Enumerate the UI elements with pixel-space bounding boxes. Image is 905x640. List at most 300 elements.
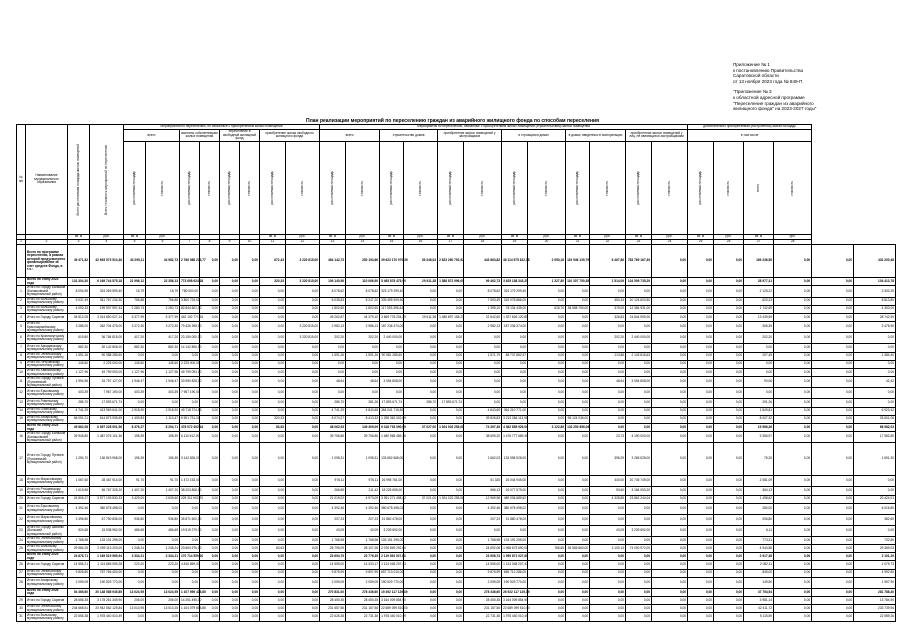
value-cell: 0,00 [240, 322, 260, 333]
row-number: 9 [17, 360, 26, 368]
value-cell: 1 294,70 [68, 443, 90, 476]
g2-commissioned: в домах, введенных в эксплуатацию [566, 129, 626, 141]
value-cell: 0,00 [286, 443, 320, 476]
value-cell: 24 844 990,00 [626, 313, 652, 321]
leaf: стоимость [590, 142, 626, 235]
value-cell: 0,00 [240, 487, 260, 495]
value-cell: 0,00 [652, 561, 688, 569]
value-cell: 0,00 [774, 305, 812, 313]
value-cell: 1 079,73 [854, 561, 896, 569]
value-cell: 0,00 [240, 495, 260, 503]
value-cell: 0,00 [590, 536, 626, 544]
value-cell: 0,00 [404, 286, 438, 297]
value-cell: 0,00 [714, 245, 744, 278]
value-cell: 0,00 [774, 297, 812, 305]
value-cell: 0,00 [180, 577, 200, 588]
value-cell: 0,00 [286, 432, 320, 443]
value-cell: 119 946 139,79 [566, 245, 590, 278]
value-cell: 0,00 [652, 487, 688, 495]
value-cell: 3 014 650 027,14 [90, 313, 124, 321]
value-cell: 2 280,73 [146, 305, 180, 313]
value-cell: 0,00 [714, 432, 744, 443]
value-cell: 14 142 806,00 [180, 344, 200, 352]
value-cell: 0,00 [774, 407, 812, 415]
value-cell: 56 767 325,20 [90, 487, 124, 495]
value-cell: 0,00 [774, 443, 812, 476]
col-number-cell: 5 [124, 240, 146, 245]
value-cell: 0,00 [774, 368, 812, 376]
table-row [17, 278, 896, 286]
row-number: 7 [17, 344, 26, 352]
value-cell: 21 996,12 [124, 278, 146, 286]
value-cell: 0,00 [286, 561, 320, 569]
value-cell: 0,00 [286, 352, 320, 360]
value-cell: 170 714 559,00 [180, 553, 200, 561]
value-cell: 0,00 [528, 495, 566, 503]
value-cell: 0,00 [502, 399, 528, 407]
value-cell: 0,00 [260, 305, 286, 313]
value-cell: 0,00 [812, 476, 854, 487]
row-name: Итого по Энгельсскому муниципальному району [26, 352, 68, 360]
col-number-cell: 19 [502, 240, 528, 245]
value-cell: 0,00 [714, 476, 744, 487]
value-cell: 0,00 [200, 514, 220, 525]
col-number-cell: 4 [90, 240, 124, 245]
unit-cell: руб. [464, 235, 502, 240]
value-cell: 22 689 099 510,00 [380, 605, 404, 613]
value-cell: 49 862,08 [68, 423, 90, 431]
value-cell: 0,00 [464, 368, 502, 376]
value-cell: 0,00 [220, 545, 240, 553]
value-cell: 0,00 [652, 443, 688, 476]
value-cell: 31 880 478,00 [502, 514, 528, 525]
value-cell: 8 813,80 [854, 297, 896, 305]
value-cell: 882,30 [124, 344, 146, 352]
header-line: "Переселение граждан из аварийного [733, 100, 814, 106]
value-cell: 20 942 562 125,84 [90, 605, 124, 613]
value-cell: 0,00 [240, 613, 260, 621]
value-cell: 0,00 [590, 286, 626, 297]
value-cell: 0,00 [812, 333, 854, 344]
value-cell: 1 768,98 [68, 536, 90, 544]
value-cell: 0,00 [200, 561, 220, 569]
value-cell: 4 392,46 [68, 503, 90, 514]
value-cell: 3 300,25 [854, 286, 896, 297]
value-cell: 0,00 [528, 415, 566, 423]
value-cell: 0,00 [626, 553, 652, 561]
value-cell: 109 140,56 [320, 278, 346, 286]
value-cell: 0,00 [200, 545, 220, 553]
value-cell: 1 395,10 [464, 305, 502, 313]
value-cell: 48,64 [590, 377, 626, 388]
value-cell: 0,00 [200, 388, 220, 399]
value-cell: 0,00 [146, 569, 180, 577]
value-cell: 319 078 886,00 [502, 297, 528, 305]
value-cell: 149 309,09 [346, 423, 380, 431]
value-cell: 0,00 [652, 322, 688, 333]
unit-cell: кв. м [744, 235, 774, 240]
value-cell: 0,00 [626, 368, 652, 376]
value-cell: 0,00 [774, 432, 812, 443]
value-cell: 0,00 [346, 388, 380, 399]
value-cell: 7 593,49 [464, 297, 502, 305]
value-cell: 113,86 [590, 352, 626, 360]
col-number-cell: 13 [320, 240, 346, 245]
value-cell: 0,00 [812, 577, 854, 588]
value-cell: 0,00 [438, 613, 464, 621]
leaf: расселяемая площадь [566, 142, 590, 235]
value-cell: 0,00 [438, 415, 464, 423]
value-cell: 19 966,26 [744, 423, 774, 431]
value-cell: 0,00 [240, 588, 260, 596]
value-cell: 0,00 [812, 443, 854, 476]
value-cell: 0,00 [200, 286, 220, 297]
value-cell: 229 311 902,70 [180, 495, 200, 503]
value-cell: 0,00 [220, 588, 240, 596]
header-line: "Приложение № 3 [733, 89, 772, 95]
value-cell: 0,00 [124, 569, 146, 577]
value-cell: 21 019,02 [320, 495, 346, 503]
value-cell: 0,00 [502, 333, 528, 344]
value-cell: 882,30 [146, 344, 180, 352]
value-cell: 0,00 [528, 476, 566, 487]
row-name: Итого по Аткарскому муниципальному району [26, 577, 68, 588]
value-cell: 15,79 [146, 286, 180, 297]
value-cell: 2 823 260 792,92 [438, 245, 464, 278]
value-cell: 0,00 [260, 352, 286, 360]
value-cell: 0,00 [714, 495, 744, 503]
row-name: Всего по этапу 2025 года [26, 553, 68, 561]
value-cell: 0,00 [566, 525, 590, 536]
row-number: 12 [17, 388, 26, 399]
value-cell: 0,00 [220, 245, 240, 278]
value-cell: 0,00 [528, 536, 566, 544]
value-cell: 0,00 [652, 286, 688, 297]
value-cell: 1 591,26 [320, 352, 346, 360]
value-cell: 6 169 744 575,18 [90, 278, 124, 286]
col-number-cell: 23 [626, 240, 652, 245]
value-cell: 0,00 [774, 245, 812, 278]
value-cell: 0,00 [714, 545, 744, 553]
value-cell: 17 893 671,74 [90, 399, 124, 407]
value-cell: 0,00 [774, 333, 812, 344]
header-block [733, 62, 903, 112]
value-cell: 2 225 000,00 [180, 360, 200, 368]
value-cell: 0,00 [286, 588, 320, 596]
value-cell: 42 411,72 [744, 605, 774, 613]
value-cell: 0,00 [688, 495, 714, 503]
value-cell: 0,00 [714, 597, 744, 605]
value-cell: 244 668,51 [68, 605, 90, 613]
value-cell: 20 424,01 [854, 495, 896, 503]
table-row [17, 368, 896, 376]
value-cell: 4 392,46 [464, 503, 502, 514]
value-cell: 4 816 869,00 [180, 561, 200, 569]
value-cell: 657 713 010,00 [380, 569, 404, 577]
value-cell: 0,00 [200, 613, 220, 621]
value-cell: 2 101,29 [854, 553, 896, 561]
value-cell: 291,26 [744, 399, 774, 407]
value-cell: 0,00 [714, 525, 744, 536]
row-name: Итого по Ровенскому муниципальному району [26, 399, 68, 407]
table-row [17, 322, 896, 333]
value-cell: 0,00 [774, 415, 812, 423]
value-cell: 2 440 000,00 [380, 333, 404, 344]
leaf: стоимость [714, 142, 744, 235]
value-cell: 0,00 [286, 423, 320, 431]
col-total-cost: Всего стоимость мероприятий по переселению [90, 125, 124, 235]
value-cell: 0,00 [590, 597, 626, 605]
value-cell: 0,00 [744, 360, 774, 368]
value-cell: 3 272,30 [146, 322, 180, 333]
value-cell: 756,88 [146, 297, 180, 305]
value-cell: 0,00 [652, 613, 688, 621]
value-cell: 3 981,14 [744, 597, 774, 605]
value-cell: 0,00 [590, 553, 626, 561]
value-cell: 134 509 735,29 [626, 278, 652, 286]
value-cell: 0,00 [688, 553, 714, 561]
row-name: Итого по Вольскому муниципальному району [26, 545, 68, 553]
value-cell: 0,00 [220, 432, 240, 443]
unit-cell: руб. [90, 235, 124, 240]
g2-developers: приобретение жилых помещений у застройщиков [438, 129, 502, 141]
value-cell: 0,00 [240, 577, 260, 588]
value-cell: 380 678 498,02 [502, 503, 528, 514]
value-cell: 26 044 945,00 [502, 476, 528, 487]
row-name: Всего по программе переселения, в рамках которой предусмотрено финансирование за счет средств Фонда, в т.ч.: [26, 245, 68, 278]
unit-cell: кв. м [320, 235, 346, 240]
value-cell: 0,00 [714, 577, 744, 588]
value-cell: 0,00 [590, 388, 626, 399]
value-cell: 0,00 [812, 360, 854, 368]
value-cell: 133 558 928,00 [502, 443, 528, 476]
value-cell: 0,00 [200, 588, 220, 596]
value-cell: 133 191 295,00 [380, 536, 404, 544]
value-cell: 1 298 362 002,69 [380, 415, 404, 423]
value-cell: 0,00 [688, 297, 714, 305]
value-cell: 0,00 [590, 368, 626, 376]
value-cell: 91,70 [146, 476, 180, 487]
value-cell: 0,00 [566, 514, 590, 525]
value-cell: 0,00 [438, 352, 464, 360]
value-cell: 0,00 [688, 423, 714, 431]
value-cell: 0,00 [812, 297, 854, 305]
value-cell: 0,00 [626, 588, 652, 596]
unit-cell: руб. [404, 235, 438, 240]
value-cell: 190 529 770,00 [90, 577, 124, 588]
table-row [17, 388, 896, 399]
value-cell: 49 471,82 [68, 245, 90, 278]
value-cell: 0,00 [404, 487, 438, 495]
value-cell: 0,00 [688, 399, 714, 407]
value-cell: 110 307 750,38 [566, 278, 590, 286]
value-cell: 0,00 [240, 545, 260, 553]
value-cell: 0,00 [812, 545, 854, 553]
value-cell: 206,00 [124, 597, 146, 605]
value-cell: 0,00 [566, 297, 590, 305]
value-cell: 0,00 [566, 605, 590, 613]
value-cell: 7 967 190,00 [90, 388, 124, 399]
value-cell: 23 906,74 [464, 553, 502, 561]
value-cell: 0,00 [854, 388, 896, 399]
value-cell: 0,00 [438, 514, 464, 525]
value-cell: 0,00 [200, 432, 220, 443]
value-cell: 0,00 [404, 305, 438, 313]
value-cell: 8 078,62 [320, 286, 346, 297]
value-cell: 0,00 [688, 487, 714, 495]
value-cell: 0,00 [146, 577, 180, 588]
value-cell: 0,00 [714, 360, 744, 368]
value-cell: 0,00 [774, 377, 812, 388]
value-cell: 8 294,71 [146, 423, 180, 431]
value-cell: 0,00 [652, 536, 688, 544]
value-cell: 0,00 [528, 588, 566, 596]
value-cell: 0,00 [404, 569, 438, 577]
table-row [17, 553, 896, 561]
value-cell: 47 754,54 [744, 588, 774, 596]
value-cell: 2 076 849 292,00 [380, 545, 404, 553]
unit-cell: кв. м [626, 235, 652, 240]
value-cell: 3 334,21 [146, 553, 180, 561]
value-cell: 1 127,96 [68, 368, 90, 376]
table-row [17, 352, 896, 360]
value-cell: 3 164 009 854,90 [502, 597, 528, 605]
value-cell: 0,00 [714, 322, 744, 333]
value-cell: 0,00 [240, 503, 260, 514]
value-cell: 0,00 [528, 514, 566, 525]
value-cell: 0,00 [652, 344, 688, 352]
value-cell: 417,20 [146, 333, 180, 344]
value-cell: 0,00 [286, 360, 320, 368]
value-cell: 4 392,46 [320, 503, 346, 514]
value-cell: 5 377,99 [146, 313, 180, 321]
value-cell: 0,00 [286, 297, 320, 305]
value-cell: 56 091,21 [68, 415, 90, 423]
row-name: Итого по Городу Шиханы (Вольский муниципальный район) [26, 525, 68, 536]
value-cell: 136 819 968,00 [90, 443, 124, 476]
row-name: Итого по Городу Балашов (Балашовский муниципальный район) [26, 286, 68, 297]
value-cell: 3 669 778 204,29 [380, 313, 404, 321]
value-cell: 104 413,78 [854, 278, 896, 286]
value-cell: 2 119 393 027,63 [380, 553, 404, 561]
col-number-cell: 21 [566, 240, 590, 245]
table-row [17, 344, 896, 352]
value-cell: 145,60 [68, 360, 90, 368]
table-row [17, 514, 896, 525]
value-cell: 231 157,56 [464, 605, 502, 613]
row-number: 14 [17, 407, 26, 415]
value-cell: 3 391 271 498,42 [380, 495, 404, 503]
value-cell: 0,00 [774, 388, 812, 399]
value-cell: 1 662,03 [464, 443, 502, 476]
value-cell: 3 142 826,00 [180, 443, 200, 476]
value-cell: 28 656,35 [68, 597, 90, 605]
value-cell: 0,00 [590, 423, 626, 431]
value-cell: 13 024,95 [124, 588, 146, 596]
table-row [17, 569, 896, 577]
value-cell: 0,00 [714, 407, 744, 415]
value-cell: 0,00 [200, 525, 220, 536]
value-cell: 0,00 [812, 388, 854, 399]
value-cell: 4 741,29 [320, 407, 346, 415]
value-cell: 0,00 [286, 487, 320, 495]
value-cell: 1 384,40 [854, 352, 896, 360]
value-cell: 0,00 [260, 388, 286, 399]
value-cell: 1 104 079 815,85 [180, 605, 200, 613]
value-cell: 1 946,47 [146, 377, 180, 388]
value-cell: 0,00 [438, 407, 464, 415]
value-cell: 364 210 771,00 [502, 407, 528, 415]
value-cell: 1 124 048 207,43 [502, 561, 528, 569]
value-cell: 0,00 [854, 368, 896, 376]
col-number-cell: 3 [68, 240, 90, 245]
value-cell: 0,00 [652, 545, 688, 553]
value-cell: 0,00 [240, 443, 260, 476]
value-cell: 0,00 [240, 553, 260, 561]
value-cell: 0,00 [404, 443, 438, 476]
value-cell: 0,00 [260, 525, 286, 536]
leaf: стоимость [464, 142, 502, 235]
value-cell: 0,00 [438, 432, 464, 443]
value-cell: 0,00 [774, 322, 812, 333]
value-cell: 0,00 [528, 407, 566, 415]
table-row [17, 333, 896, 344]
value-cell: 0,00 [566, 577, 590, 588]
value-cell: 0,00 [688, 344, 714, 352]
value-cell: 0,00 [240, 278, 260, 286]
value-cell: 0,00 [590, 503, 626, 514]
table-row [17, 503, 896, 514]
g2-build: строительство домов [380, 129, 438, 141]
header-line: к областной адресной программе [733, 94, 805, 100]
col-number-cell: 7 [180, 240, 200, 245]
value-cell: 196,39 [146, 443, 180, 476]
value-cell: 0,00 [774, 286, 812, 297]
table-row [17, 313, 896, 321]
value-cell: 2 982,13 [320, 322, 346, 333]
value-cell: 0,00 [714, 561, 744, 569]
value-cell: 0,00 [200, 322, 220, 333]
value-cell: 0,00 [286, 286, 320, 297]
row-number: 4 [17, 313, 26, 321]
value-cell: 1 107 959 415,85 [180, 588, 200, 596]
value-cell: 206,80 [744, 514, 774, 525]
value-cell: 0,00 [502, 388, 528, 399]
value-cell: 4 973,09 [346, 495, 380, 503]
value-cell: 3 220 815,00 [286, 322, 320, 333]
value-cell: 0,00 [286, 476, 320, 487]
unit-cell: кв. м [260, 235, 286, 240]
value-cell: 0,00 [380, 344, 404, 352]
value-cell: 0,00 [714, 443, 744, 476]
value-cell: 117 093 396,44 [380, 305, 404, 313]
row-number: 28 [17, 577, 26, 588]
value-cell: 0,00 [286, 388, 320, 399]
value-cell: 0,00 [590, 561, 626, 569]
value-cell: 0,00 [260, 443, 286, 476]
value-cell: 0,00 [286, 577, 320, 588]
value-cell: 0,00 [286, 495, 320, 503]
value-cell: 2 918,90 [146, 407, 180, 415]
row-number: 24 [17, 536, 26, 544]
value-cell: 78 134 435,00 [502, 305, 528, 313]
row-name: Итого по Энгельсскому муниципальному району [26, 536, 68, 544]
value-cell: 17 982,80 [854, 432, 896, 443]
value-cell: 233 739,94 [854, 605, 896, 613]
value-cell: 131 304,30 [68, 278, 90, 286]
value-cell: 0,00 [404, 588, 438, 596]
value-cell: 3 164 009 854,90 [380, 597, 404, 605]
